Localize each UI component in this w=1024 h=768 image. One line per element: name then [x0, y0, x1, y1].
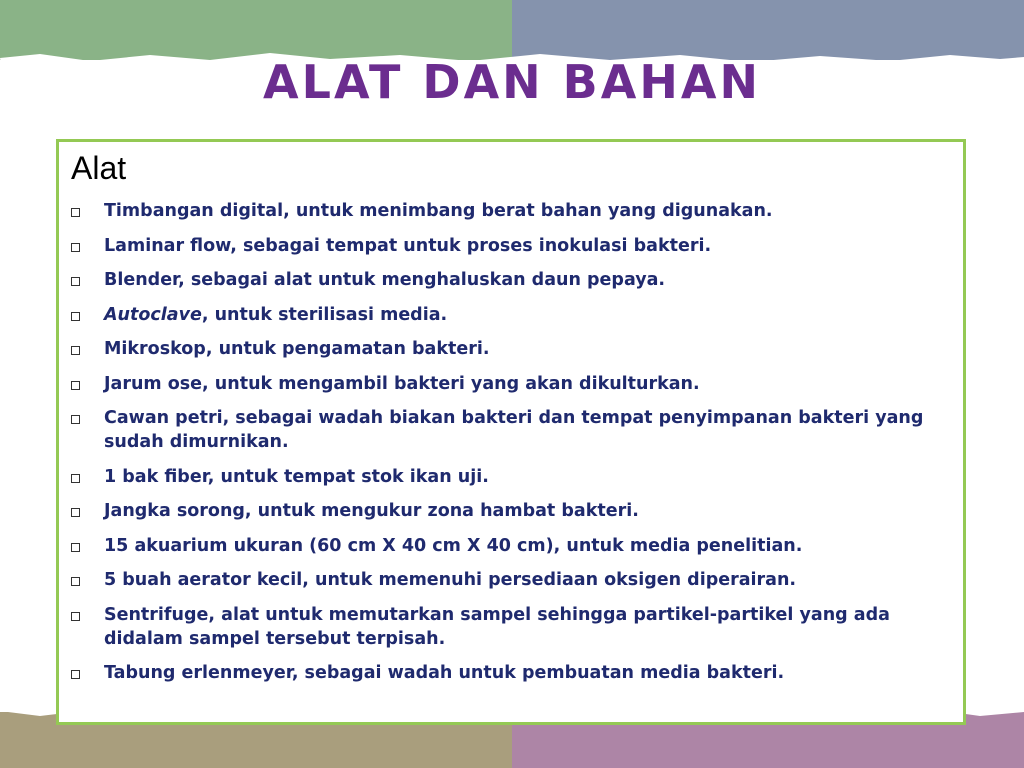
list-item-description: Jangka sorong, untuk mengukur zona hambat bakteri. — [104, 501, 639, 521]
list-item-text — [104, 406, 949, 454]
content-box — [56, 139, 966, 725]
square-bullet-icon — [71, 208, 80, 217]
slide-title: ALAT DAN BAHAN — [263, 55, 761, 109]
square-bullet-icon — [71, 670, 80, 679]
list-item — [69, 603, 949, 651]
square-bullet-icon — [71, 508, 80, 517]
list-item-description: Cawan petri, sebagai wadah biakan bakteri dan tempat penyimpanan bakteri yang sudah dimurnikan. — [104, 408, 924, 452]
list-item-description: Sentrifuge, alat untuk memutarkan sampel sehingga partikel-partikel yang ada didalam sampel tersebut terpisah. — [104, 604, 890, 649]
list-item-text — [104, 337, 949, 361]
square-bullet-icon — [71, 474, 80, 483]
square-bullet-icon — [71, 277, 80, 286]
list-item-description: Blender, sebagai alat untuk menghaluskan daun pepaya. — [104, 270, 666, 290]
square-bullet-icon — [71, 543, 80, 552]
list-item-description: 5 buah aerator kecil, untuk memenuhi persediaan oksigen diperairan. — [104, 570, 797, 590]
list-item-text — [104, 568, 949, 592]
list-item-description: Mikroskop, untuk pengamatan bakteri. — [104, 339, 490, 359]
list-item — [69, 661, 949, 685]
list-item-description: 15 akuarium ukuran (60 cm X 40 cm X 40 cm), untuk media penelitian. — [104, 535, 803, 556]
list-item-italic-term: Autoclave — [104, 304, 202, 325]
list-item-text — [104, 199, 949, 223]
square-bullet-icon — [71, 415, 80, 424]
list-item-text — [104, 603, 949, 651]
list-item — [69, 372, 949, 396]
list-item-description: Laminar flow, sebagai tempat untuk proses inokulasi bakteri. — [104, 235, 712, 256]
list-item-text — [104, 465, 949, 489]
list-item-text — [104, 661, 949, 685]
list-item — [69, 303, 949, 327]
list-item-text — [104, 534, 949, 558]
square-bullet-icon — [71, 312, 80, 321]
equipment-list — [69, 199, 949, 696]
list-item-text — [104, 372, 949, 396]
square-bullet-icon — [71, 612, 80, 621]
square-bullet-icon — [71, 243, 80, 252]
list-item — [69, 406, 949, 454]
section-heading: Alat — [71, 150, 127, 186]
list-item-text — [104, 268, 949, 292]
list-item-description: , untuk sterilisasi media. — [201, 304, 448, 325]
list-item-description: Jarum ose, untuk mengambil bakteri yang akan dikulturkan. — [104, 373, 700, 394]
list-item-text — [104, 499, 949, 523]
list-item — [69, 199, 949, 223]
list-item — [69, 337, 949, 361]
list-item-text — [104, 234, 949, 258]
list-item — [69, 268, 949, 292]
list-item — [69, 499, 949, 523]
list-item — [69, 465, 949, 489]
list-item — [69, 568, 949, 592]
list-item — [69, 534, 949, 558]
list-item-text — [104, 303, 949, 327]
list-item-description: 1 bak fiber, untuk tempat stok ikan uji. — [104, 466, 489, 487]
list-item-description: Timbangan digital, untuk menimbang berat bahan yang digunakan. — [104, 201, 773, 221]
list-item — [69, 234, 949, 258]
square-bullet-icon — [71, 577, 80, 586]
list-item-description: Tabung erlenmeyer, sebagai wadah untuk pembuatan media bakteri. — [104, 663, 785, 683]
square-bullet-icon — [71, 381, 80, 390]
square-bullet-icon — [71, 346, 80, 355]
